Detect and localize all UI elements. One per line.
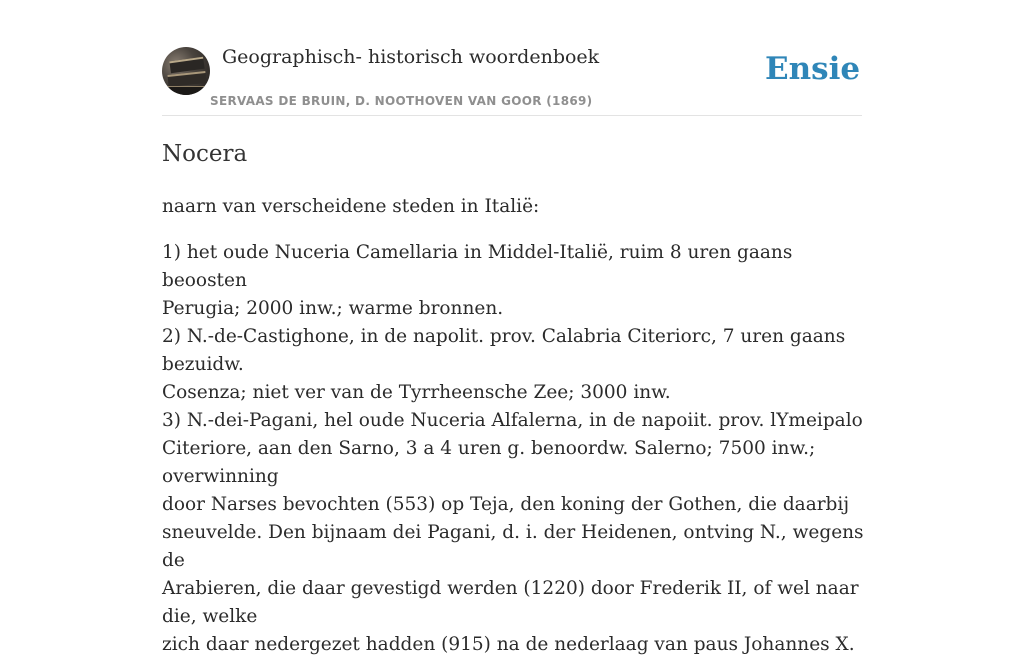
book-title[interactable]: Geographisch- historisch woordenboek bbox=[222, 46, 600, 68]
entry-body bbox=[162, 193, 872, 659]
entry-line: Cosenza; niet ver van de Tyrrheensche Zee; 3000 inw. bbox=[162, 382, 671, 403]
book-spine-bottom bbox=[166, 86, 208, 95]
entry-line: door Narses bevochten (553) op Teja, den koning der Gothen, die daarbij bbox=[162, 494, 850, 515]
entry-line: Arabieren, die daar gevestigd werden (1220) door Frederik II, of wel naar die, welke bbox=[162, 578, 859, 627]
entry-line: Citeriore, aan den Sarno, 3 a 4 uren g. benoordw. Salerno; 7500 inw.; overwinning bbox=[162, 438, 816, 487]
entry-line: zich daar nedergezet hadden (915) na de nederlaag van paus Johannes X. bbox=[162, 634, 855, 655]
entry-line: 2) N.-de-Castighone, in de napolit. prov. Calabria Citeriorc, 7 uren gaans bezuidw. bbox=[162, 326, 846, 375]
book-avatar[interactable] bbox=[162, 47, 210, 95]
header-divider bbox=[162, 115, 862, 116]
entry-line: sneuvelde. Den bijnaam dei Pagani, d. i. der Heidenen, ontving N., wegens de bbox=[162, 522, 864, 571]
entry-line: Perugia; 2000 inw.; warme bronnen. bbox=[162, 298, 504, 319]
entry-lines bbox=[162, 239, 872, 659]
book-authors: SERVAAS DE BRUIN, D. NOOTHOVEN VAN GOOR (1869) bbox=[210, 94, 593, 108]
entry-intro: naarn van verscheidene steden in Italië: bbox=[162, 196, 540, 217]
entry-headword: Nocera bbox=[162, 141, 248, 167]
book-spine-middle bbox=[167, 71, 206, 87]
ensie-logo[interactable]: Ensie bbox=[765, 51, 861, 87]
entry-line: 1) het oude Nuceria Camellaria in Middel-Italië, ruim 8 uren gaans beoosten bbox=[162, 242, 793, 291]
entry-line: 3) N.-dei-Pagani, hel oude Nuceria Alfalerna, in de napoiit. prov. lYmeipalo bbox=[162, 410, 863, 431]
